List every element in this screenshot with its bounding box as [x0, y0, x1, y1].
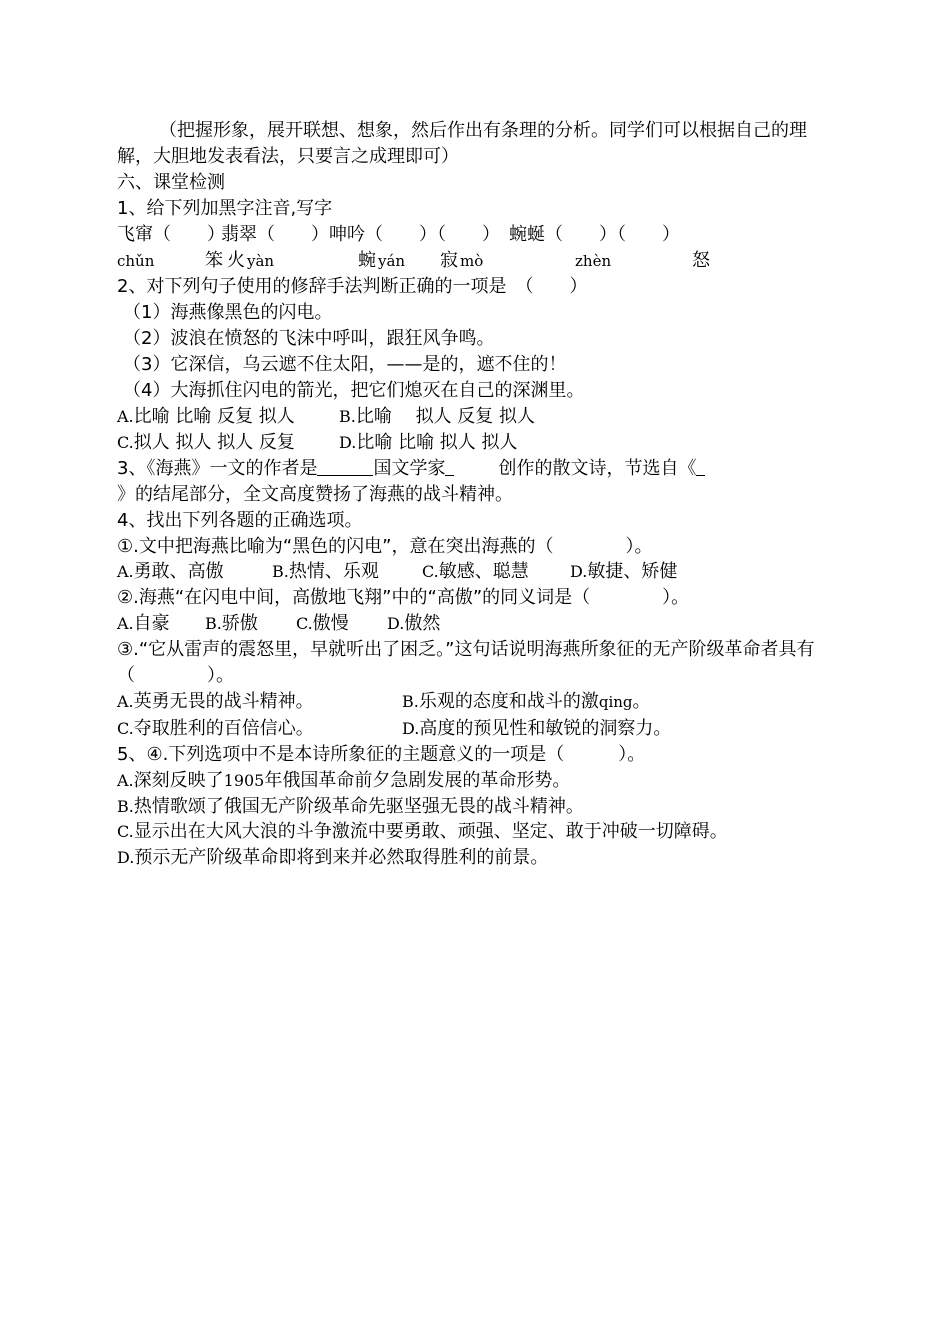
- q5-option: [117, 794, 842, 820]
- q1-char: 火: [227, 249, 245, 271]
- option-letter: C.: [117, 718, 134, 738]
- option-letter: C.: [117, 432, 134, 452]
- q4-options-row: [117, 611, 842, 637]
- option-text: 傲然: [404, 613, 441, 635]
- q4-option: [387, 611, 440, 637]
- q1-word: 翡翠（ ）: [221, 223, 329, 245]
- blank-line[interactable]: [317, 457, 373, 476]
- option-text: 夺取胜利的百倍信心。: [133, 717, 314, 739]
- q4-option: [117, 559, 272, 585]
- option-year: 1905: [223, 770, 265, 790]
- q4-option: [117, 689, 402, 715]
- option-text: 比喻 比喻 反复 拟人: [133, 405, 295, 427]
- q1-words-row: [117, 222, 842, 248]
- option-text: 高度的预见性和敏锐的洞察力。: [419, 717, 672, 739]
- q2-sentence: （1）海燕像黑色的闪电。: [123, 302, 333, 324]
- q2-option: [117, 404, 339, 430]
- q1-char: 笨: [205, 249, 223, 271]
- q2-sentence: （2）波浪在愤怒的飞沫中呼叫，跟狂风争鸣。: [123, 328, 495, 350]
- q4-option: [570, 559, 677, 585]
- option-letter: B.: [339, 406, 356, 426]
- option-text: 预示无产阶级革命即将到来并必然取得胜利的前景。: [134, 847, 549, 869]
- option-letter: A.: [117, 562, 134, 582]
- q3-text: 3、《海燕》一文的作者是: [117, 457, 318, 479]
- worksheet-page: [117, 118, 842, 871]
- option-text: 热情歌颂了俄国无产阶级革命先驱坚强无畏的战斗精神。: [133, 795, 584, 817]
- q4-options-row: [117, 689, 842, 716]
- option-text: 勇敢、高傲: [133, 561, 224, 583]
- q4-options-row: [117, 559, 842, 585]
- q3-line-1: [117, 456, 842, 482]
- option-text: 英勇无畏的战斗精神。: [133, 690, 314, 712]
- q4-stem-2: ②.海燕“在闪电中间，高傲地飞翔”中的“高傲”的同义词是（ ）。: [117, 587, 690, 609]
- option-letter: B.: [402, 691, 419, 711]
- q2-option: [339, 430, 518, 456]
- q3-text: 国文学家: [373, 457, 446, 479]
- option-letter: C.: [117, 822, 134, 842]
- q1-pinyin-row: [117, 248, 842, 275]
- option-text: 深刻反映了: [133, 769, 224, 791]
- pinyin-text: chǔn: [117, 251, 155, 270]
- option-text: 比喻 比喻 拟人 拟人: [356, 431, 518, 453]
- q1-char: 蜿: [358, 249, 376, 271]
- option-letter: C.: [422, 562, 439, 582]
- section-title: 六、课堂检测: [117, 171, 225, 193]
- intro-paragraph: （把握形象，展开联想、想象，然后作出有条理的分析。同学们可以根据自己的理解，大胆地发表看法，只要言之成理即可）: [117, 120, 807, 167]
- q2-sentence: （3）它深信，乌云遮不住太阳，——是的，遮不住的！: [123, 354, 567, 376]
- option-text: 年俄国革命前夕急剧发展的革命形势。: [264, 769, 571, 791]
- option-text: 比喻 拟人 反复 拟人: [355, 405, 536, 427]
- option-letter: A.: [117, 691, 134, 711]
- q5-option: [117, 845, 842, 871]
- q3-text: 创作的散文诗，节选自《: [498, 457, 697, 479]
- q5-stem: 5、④.下列选项中不是本诗所象征的主题意义的一项是（ ）。: [117, 743, 646, 765]
- q3-line-2: 》的结尾部分，全文高度赞扬了海燕的战斗精神。: [117, 483, 513, 505]
- option-letter: C.: [296, 614, 313, 634]
- q4-option: [117, 716, 402, 742]
- option-letter: D.: [339, 432, 357, 452]
- q2-sentence: （4）大海抓住闪电的箭光，把它们熄灭在自己的深渊里。: [123, 380, 585, 402]
- option-letter: B.: [272, 562, 289, 582]
- q4-option: [272, 559, 422, 585]
- q2-option: [117, 430, 339, 456]
- option-letter: D.: [387, 614, 405, 634]
- option-text: 骄傲: [221, 613, 258, 635]
- option-letter: A.: [117, 770, 134, 790]
- option-text: 自豪: [133, 613, 170, 635]
- option-text: 。: [632, 690, 651, 712]
- q4-option: [422, 559, 570, 585]
- q5-option: [117, 768, 842, 794]
- q4-stem-3: ③.“它从雷声的震怒里，早就听出了困乏。”这句话说明海燕所象征的无产阶级革命者具有（ ）。: [117, 639, 815, 687]
- q4-option: [402, 689, 651, 716]
- q1-char: 寂: [440, 249, 458, 271]
- q1-word: 蜿蜒（ ）（ ）: [509, 223, 680, 245]
- pinyin-text: zhèn: [575, 251, 612, 270]
- q4-options-row: [117, 716, 842, 742]
- q1-title: 1、给下列加黑字注音,写字: [117, 197, 333, 219]
- q2-options-row: [117, 430, 842, 456]
- q2-option: [339, 404, 535, 430]
- option-text: 热情、乐观: [288, 561, 379, 583]
- q1-word: 飞窜（ ）: [117, 223, 225, 245]
- option-text: 乐观的态度和战斗的激: [418, 690, 599, 712]
- option-letter: D.: [117, 848, 135, 868]
- blank-line[interactable]: [445, 457, 454, 476]
- option-text: 敏捷、矫健: [587, 561, 678, 583]
- option-letter: D.: [402, 718, 420, 738]
- q4-option: [296, 611, 387, 637]
- q1-word: 呻吟（ ）（ ）: [329, 223, 500, 245]
- option-text: 敏感、聪慧: [438, 561, 529, 583]
- q2-options-row: [117, 404, 842, 430]
- option-letter: A.: [117, 406, 134, 426]
- pinyin-text: mò: [460, 251, 484, 270]
- q4-option: [205, 611, 296, 637]
- option-letter: B.: [117, 796, 134, 816]
- blank-line[interactable]: [696, 457, 705, 476]
- q4-option: [117, 611, 205, 637]
- q1-char: 怒: [692, 249, 710, 271]
- option-text: 傲慢: [312, 613, 349, 635]
- option-letter: D.: [570, 562, 588, 582]
- q4-stem-1: ①.文中把海燕比喻为“黑色的闪电”，意在突出海燕的（ ）。: [117, 535, 653, 557]
- q5-option: [117, 819, 842, 845]
- q4-option: [402, 716, 671, 742]
- option-letter: B.: [205, 614, 222, 634]
- pinyin-text: yàn: [247, 251, 275, 270]
- option-letter: A.: [117, 614, 134, 634]
- q4-title: 4、找出下列各题的正确选项。: [117, 509, 363, 531]
- pinyin-text: qing: [598, 692, 633, 711]
- option-text: 拟人 拟人 拟人 反复: [133, 431, 295, 453]
- q2-title: 2、对下列句子使用的修辞手法判断正确的一项是 （ ）: [117, 276, 588, 298]
- pinyin-text: yán: [378, 251, 406, 270]
- option-text: 显示出在大风大浪的斗争激流中要勇敢、顽强、坚定、敢于冲破一切障碍。: [133, 821, 728, 843]
